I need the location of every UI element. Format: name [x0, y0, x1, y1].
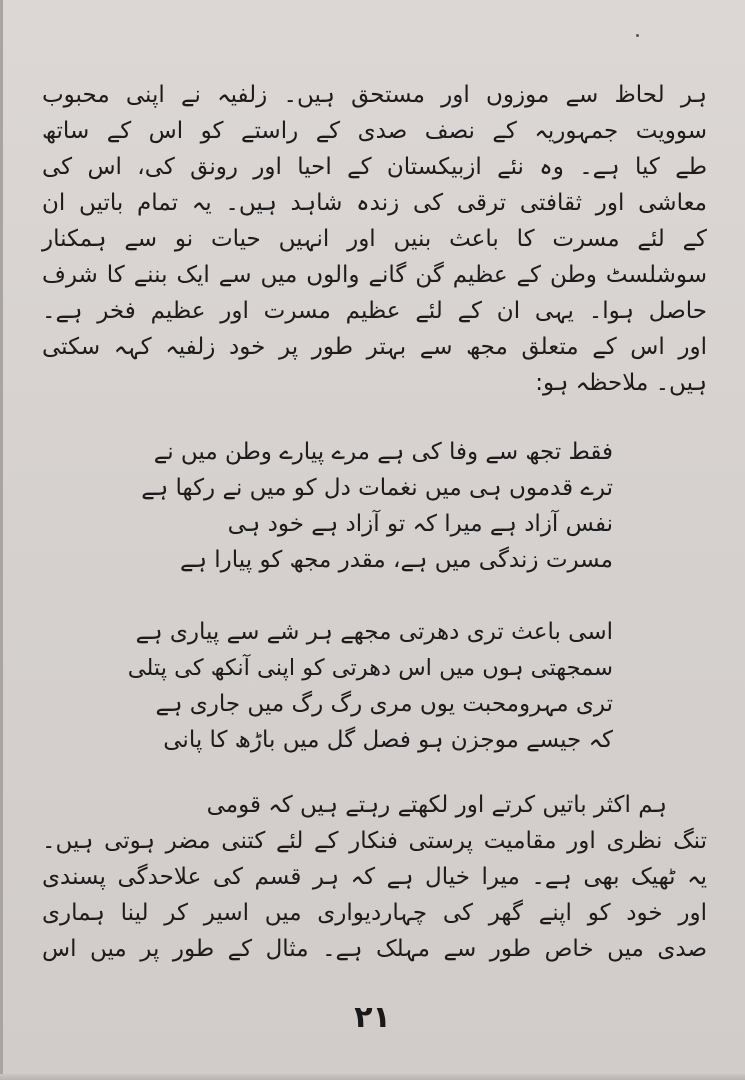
paragraph-2-line: تنگ نظری اور مقامیت پرستی فنکار کے لئے کتنی مضر ہوتی ہیں۔: [42, 828, 707, 854]
paragraph-1-line: حاصل ہوا۔ یہی ان کے لئے عظیم مسرت اور عظیم فخر ہے۔: [42, 298, 707, 324]
paragraph-2-line: یہ ٹھیک بھی ہے۔ میرا خیال ہے کہ ہر قسم کی علاحدگی پسندی: [42, 864, 707, 890]
page-bottom-edge: [0, 1074, 745, 1080]
poem-verse: کہ جیسے موجزن ہو فصل گل میں باڑھ کا پانی: [163, 727, 613, 753]
page-number: ۲۱: [354, 1000, 391, 1035]
paragraph-2-line: اور خود کو اپنے گھر کی چہاردیواری میں اسیر کر لینا ہماری: [42, 900, 707, 926]
poem-verse: اسی باعث تری دھرتی مجھے ہر شے سے پیاری ہے: [135, 619, 613, 645]
page-left-edge: [0, 0, 3, 1080]
paragraph-2: [42, 788, 707, 978]
poem-stanza-1: [120, 435, 613, 595]
poem-stanza-2: [120, 615, 613, 775]
paragraph-1-line: سوشلسٹ وطن کے عظیم گن گانے والوں میں سے ایک بننے کا شرف: [42, 262, 707, 288]
paragraph-1-line: کے لئے مسرت کا باعث بنیں اور انہیں حیات نو سے ہمکنار: [42, 226, 707, 252]
paragraph-2-line: ہم اکثر باتیں کرتے اور لکھتے رہتے ہیں کہ قومی: [206, 792, 667, 818]
poem-verse: فقط تجھ سے وفا کی ہے مرے پیارے وطن میں نے: [153, 439, 613, 465]
paragraph-1: [42, 78, 707, 398]
paragraph-1-line: طے کیا ہے۔ وہ نئے ازبیکستان کے احیا اور رونق کی، اس کی: [42, 154, 707, 180]
paragraph-1-line: معاشی اور ثقافتی ترقی کی زندہ شاہد ہیں۔ یہ تمام باتیں ان: [42, 190, 707, 216]
paragraph-2-line: صدی میں خاص طور سے مہلک ہے۔ مثال کے طور پر میں اس: [42, 936, 707, 962]
paper-speck: [636, 34, 639, 37]
poem-verse: تری مہرومحبت یوں مری رگ رگ میں جاری ہے: [155, 691, 613, 717]
paragraph-1-line: ہیں۔ ملاحظہ ہو:: [535, 370, 707, 396]
paragraph-1-line: سوویت جمہوریہ کے نصف صدی کے راستے کو اس کے ساتھ: [42, 118, 707, 144]
paragraph-1-line: ہر لحاظ سے موزوں اور مستحق ہیں۔ زلفیہ نے اپنی محبوب: [42, 82, 707, 108]
paragraph-1-line: اور اس کے متعلق مجھ سے بہتر طور پر خود زلفیہ کہہ سکتی: [42, 334, 707, 360]
poem-verse: نفس آزاد ہے میرا کہ تو آزاد ہے خود ہی: [227, 511, 613, 537]
poem-verse: مسرت زندگی میں ہے، مقدر مجھ کو پیارا ہے: [180, 547, 613, 573]
poem-verse: ترے قدموں ہی میں نغمات دل کو میں نے رکھا ہے: [141, 475, 613, 501]
poem-verse: سمجھتی ہوں میں اس دھرتی کو اپنی آنکھ کی پتلی: [127, 655, 613, 681]
